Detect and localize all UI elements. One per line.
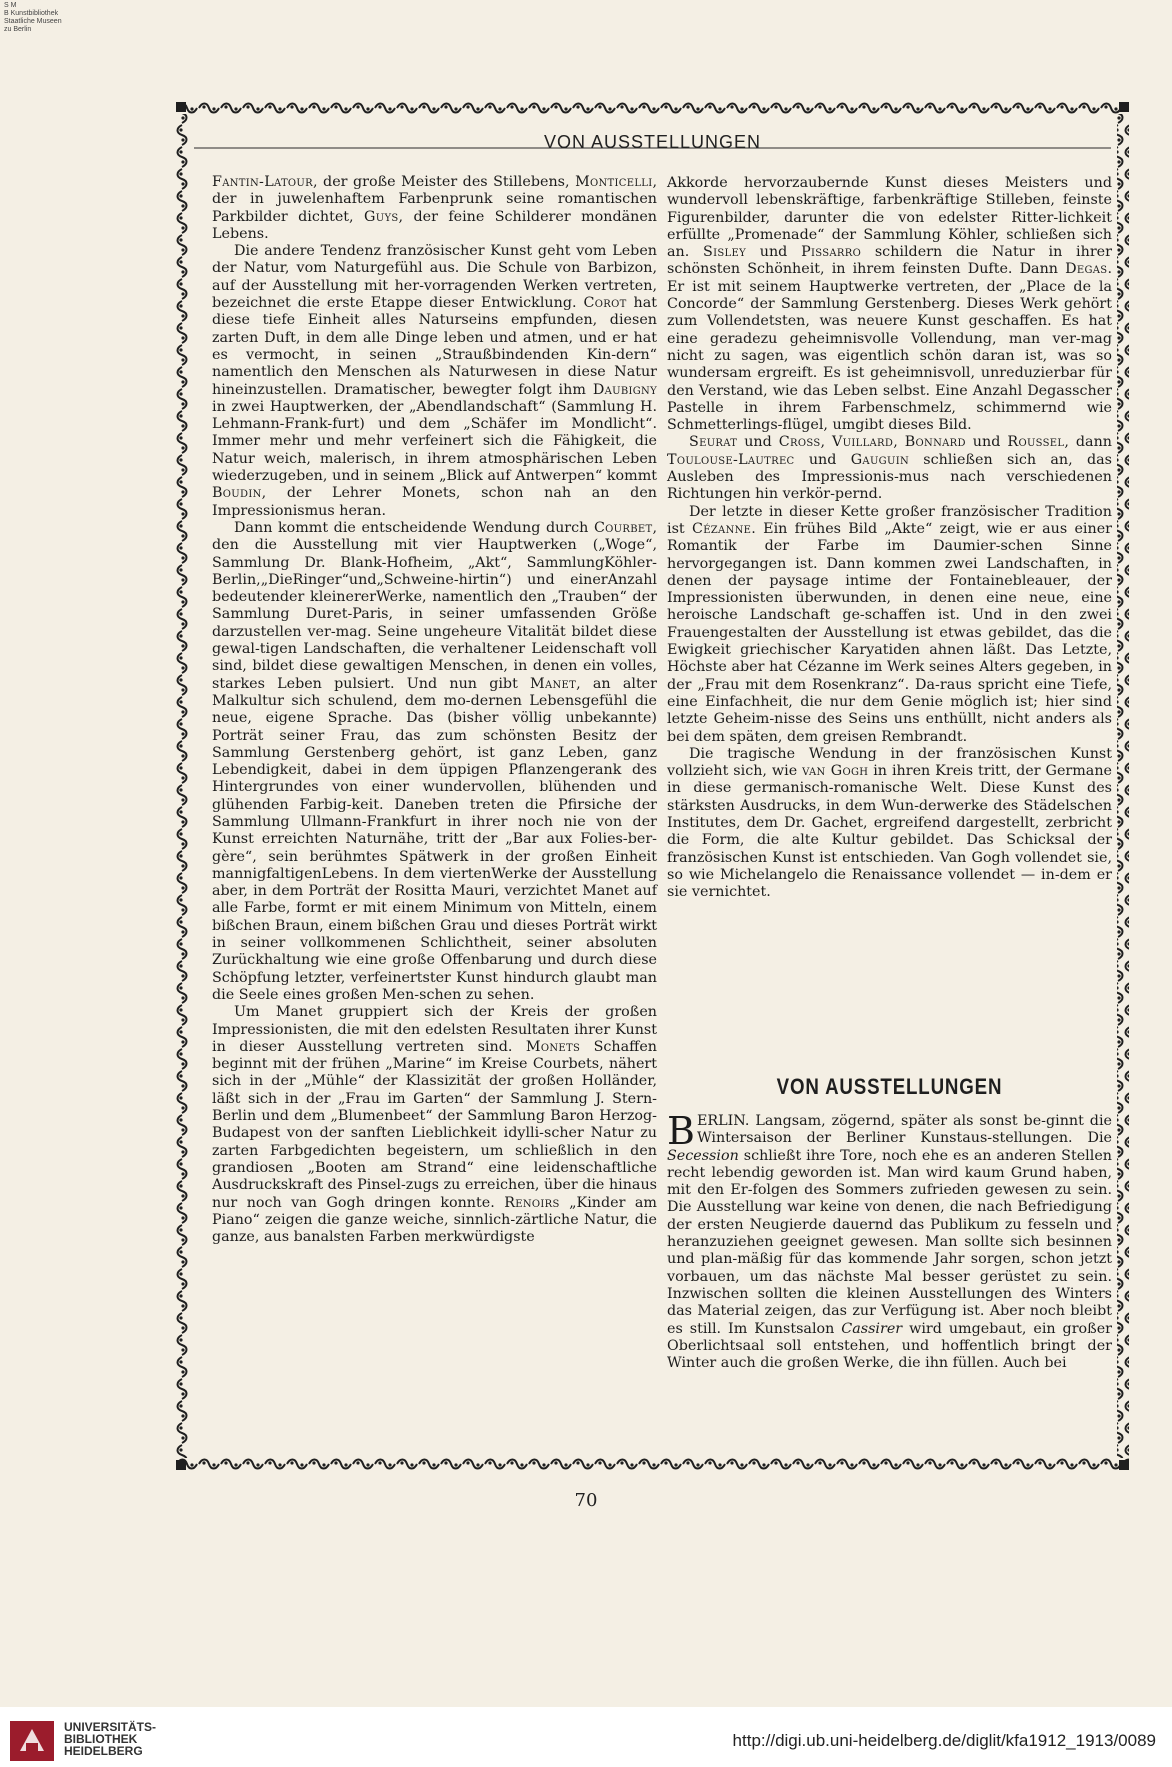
page-number: 70 (574, 1490, 598, 1511)
stamp-line: B Kunstbibliothek (4, 10, 59, 17)
running-head: VON AUSSTELLUNGEN (543, 132, 762, 152)
university-logo-icon (10, 1721, 54, 1761)
stamp-line: zu Berlin (4, 26, 32, 33)
stamp-line: S M (4, 2, 17, 9)
paragraph: Akkorde hervorzaubernde Kunst dieses Meisters und wundervoll lebenskräftige, farbenkräftige Stilleben, feinste Figurenbilder, darunter die von edelster Ritter-lichkeit erfüllte „Promenade“ der Sammlung Köhler, schließen sich an. Sisley und Pissarro schildern die Natur in ihrer schönsten Schönheit, in ihrem feinsten Dufte. Dann Degas. Er ist mit seinem Hauptwerke vertreten, der „Place de la Concorde“ der Sammlung Gerstenberg. Dieses Werk gehört zum Vollendetsten, was neuere Kunst geschaffen. Es hat eine geradezu geheimnisvolle Vollendung, man ver-mag nicht zu sagen, was eigentlich schön daran ist, was so wundersam ergreift. Es ist geheimnisvoll, unreduzierbar für den Verstand, wie das Leben selbst. Eine Anzahl Degasscher Pastelle in ihrem Farbenschmelz, schimmernd wie Schmetterlings-flügel, umgibt dieses Bild. (667, 175, 1112, 434)
left-column (212, 174, 657, 1246)
library-stamp (4, 2, 62, 34)
paragraph: Der letzte in dieser Kette großer französischer Tradition ist Cézanne. Ein frühes Bild „Akte“ zeigt, wie er aus einer Romantik der Farbe im Daumier-schen Sinne hervorgegangen ist. Dann kommen zwei Landschaften, in denen der paysage intime der Fontainebleauer, der Impressionisten überwunden, in denen eine neue, eine heroische Landschaft ge-schaffen ist. Und in den zwei Frauengestalten der Ausstellung ist etwas gebildet, das die Ewigkeit griechischer Karyatiden ahnen läßt. Das Letzte, Höchste aber hat Cézanne im Werk seines Alters gegeben, in der „Frau mit dem Rosenkranz“. Da-raus spricht eine Tiefe, eine Einfachheit, die nur dem Genie möglich ist; hier sind letzte Geheim-nisse des Seins uns enthüllt, nicht anders als bei dem späten, dem greisen Rembrandt. (667, 503, 1112, 745)
section-paragraph (667, 1109, 1112, 1372)
paragraph: Dann kommt die entscheidende Wendung durch Courbet, den die Ausstellung mit vier Hauptwerken („Woge“, Sammlung Dr. Blank-Hofheim, „Akt“, SammlungKöhler-Berlin,„DieRinger“und„Schweine-hirtin“) und einerAnzahl bedeutender kleinererWerke, namentlich den „Trauben“ der Sammlung Duret-Paris, in seiner umfassenden Größe darzustellen ver-mag. Seine ungeheure Vitalität bildet diese gewal-tigen Landschaften, die verhaltener Leidenschaft voll sind, bildet diese gewaltigen Menschen, in denen ein volles, starkes Leben pulsiert. Und nun gibt Manet, an alter Malkultur sich schulend, dem mo-dernen Lebensgefühl die neue, eigene Sprache. Das (bisher völlig unbekannte) Porträt seiner Frau, das zum schönsten Besitz der Sammlung Gerstenberg gehört, ist ganz Leben, ganz Lebendigkeit, dabei in dem üppigen Pflanzengerank des Hintergrundes von einer wundervollen, blühenden und glühenden Farbig-keit. Daneben treten die Pfirsiche der Sammlung Ullmann-Frankfurt in ihrer noch nie von der Kunst erreichten Naturnähe, tritt der „Bar aux Folies-ber-gère“, sein berühmtes Spätwerk in der großen Einheit mannigfaltigenLebens. In dem viertenWerke der Ausstellung aber, in dem Porträt der Rositta Mauri, verzichtet Manet auf alle Farbe, formt er mit einem Minimum von Mitteln, einem bißchen Braun, einem bißchen Grau und dieses Porträt wirkt in seiner vollkommenen Schlichtheit, seiner absoluten Zurückhaltung wie eine große Offenbarung und durch diese Schöpfung letzter, verfeinertster Kunst hindurch glaubt man die Seele eines großen Men-schen zu sehen. (212, 519, 657, 1003)
library-name-line: BIBLIOTHEK (64, 1732, 138, 1746)
paragraph: Die tragische Wendung in der französischen Kunst vollzieht sich, wie van Gogh in ihren Kreis tritt, der Germane in diese germanisch-romanische Welt. Diese Kunst des stärksten Ausdrucks, in dem Wun-derwerke des Städelschen Institutes, dem Dr. Gachet, ergreifend dargestellt, zerbricht die Form, die alte Kultur gebildet. Das Schicksal der französischen Kunst ist entschieden. Van Gogh vollendet sie, so wie Michelangelo die Renaissance vollendet — in-dem er sie vernichtet. (667, 745, 1112, 901)
library-name-line: UNIVERSITÄTS- (64, 1720, 157, 1734)
footer-bar (0, 1707, 1172, 1767)
library-name (64, 1721, 156, 1757)
paragraph: Die andere Tendenz französischer Kunst geht vom Leben der Natur, vom Naturgefühl aus. Die Schule von Barbizon, auf der Ausstellung mit her-vorragenden Werken vertreten, bezeichnet die erste Etappe dieser Entwicklung. Corot hat diese tiefe Einheit alles Naturseins empfunden, diesen zarten Duft, in dem alle Dinge leben und atmen, und er hat es vermocht, in seinen „Straußbindenden Kin-dern“ namentlich den Menschen als Naturwesen in diese Natur hineinzustellen. Dramatischer, bewegter folgt ihm Daubigny in zwei Hauptwerken, der „Abendlandschaft“ (Sammlung H. Lehmann-Frank-furt) und dem „Schäfer im Mondlicht“. Immer mehr und mehr verfeinert sich die Fähigkeit, die Natur weich, malerisch, in ihrem atmosphärischen Leben wiederzugeben, und in seinem „Blick auf Antwerpen“ kommt Boudin, der Lehrer Monets, schon nah an den Impressionismus heran. (212, 243, 657, 519)
section-heading: VON AUSSTELLUNGEN (776, 1074, 1003, 1099)
paragraph: Seurat und Cross, Vuillard, Bonnard und Roussel, dann Toulouse-Lautrec und Gauguin schließen sich an, das Ausleben des Impressionis-mus nach verschiedenen Richtungen hin verkör-pernd. (667, 434, 1112, 503)
paragraph: Fantin-Latour, der große Meister des Stillebens, Monticelli, der in juwelenhaftem Farbenprunk seine romantischen Parkbilder dichtet, Guys, der feine Schilderer mondänen Lebens. (212, 174, 657, 242)
section-text: ERLIN. Langsam, zögernd, später als sonst be-ginnt die Wintersaison der Berliner Kunstaus-stellungen. Die Secession schließt ihre Tore, noch ehe es an anderen Stellen recht lebendig geworden ist. Man wird kaum Grund haben, mit den Er-folgen des Sommers zufrieden gewesen zu sein. Die Ausstellung war keine von denen, die nach Befriedigung der ersten Neugierde dauernd das Publikum zu fesseln und heranzuziehen geeignet gewesen. Man sollte sich besinnen und plan-mäßig für das kommende Jahr sorgen, schon jetzt vorbauen, um das nächste Mal besser gerüstet zu sein. Inzwischen sollten die kleinen Ausstellungen des Winters das Material zeigen, das zur Verfügung ist. Aber noch bleibt es still. Im Kunstsalon Cassirer wird umgebaut, ein großer Oberlichtsaal soll entstehen, und hoffentlich bringt der Winter auch die großen Werke, die ihn füllen. Auch bei (667, 1113, 1112, 1372)
right-column (667, 175, 1112, 901)
stamp-line: Staatliche Museen (4, 18, 62, 25)
library-name-line: HEIDELBERG (64, 1744, 143, 1758)
drop-cap: B (667, 1109, 695, 1153)
section-body (667, 1109, 1112, 1372)
source-url-link[interactable]: http://digi.ub.uni-heidelberg.de/diglit/kfa1912_1913/0089 (732, 1731, 1156, 1750)
paragraph: Um Manet gruppiert sich der Kreis der großen Impressionisten, die mit den edelsten Resultaten ihrer Kunst in dieser Ausstellung vertreten sind. Monets Schaffen beginnt mit der frühen „Marine“ im Kreise Courbets, nähert sich in der „Mühle“ der Klassizität der großen Holländer, läßt sich in der „Frau im Garten“ der Sammlung J. Stern-Berlin und dem „Blumenbeet“ der Sammlung Baron Herzog-Budapest von der sanften Lieblichkeit idylli-scher Natur zu zarten Farbgedichten begeistern, um schließlich in den grandiosen „Booten am Strand“ eine leidenschaftliche Ausdruckskraft des Pinsel-zugs zu erreichen, über die hinaus nur noch van Gogh dringen konnte. Renoirs „Kinder am Piano“ zeigen die ganze weiche, sinnlich-zärtliche Natur, die ganze, aus banalsten Farben merkwürdigste (212, 1004, 657, 1246)
